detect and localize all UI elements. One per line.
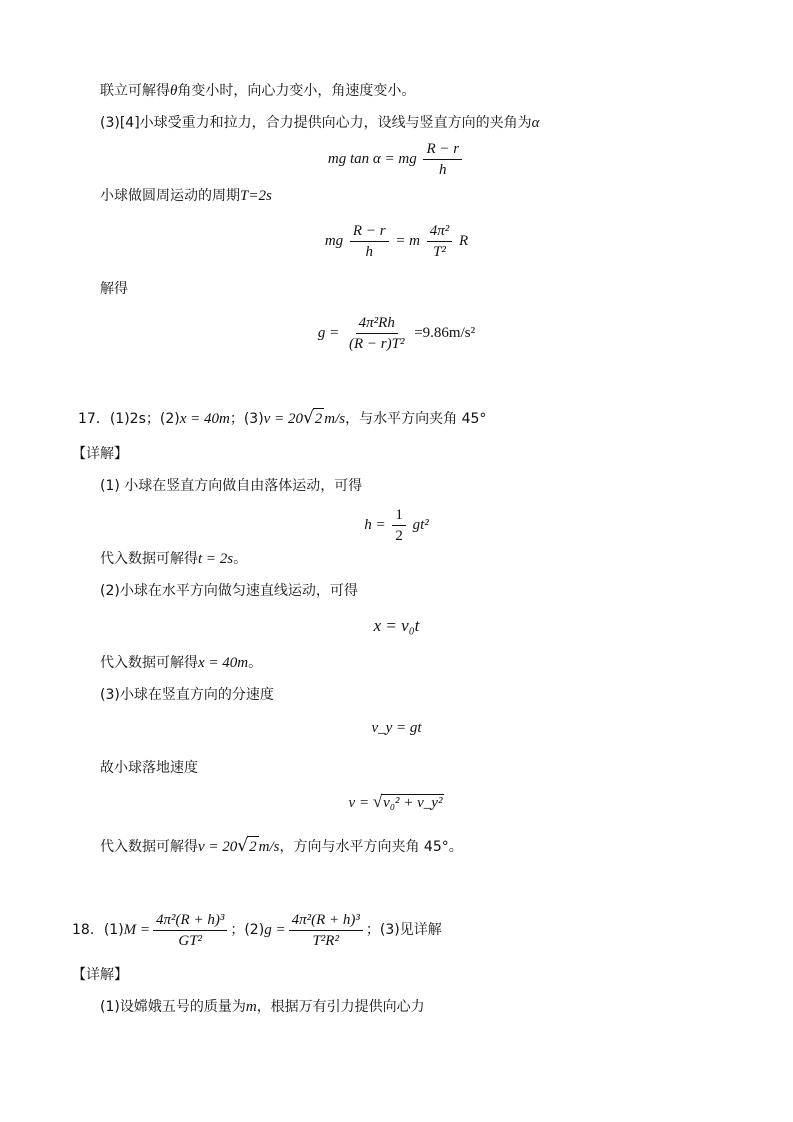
text-segment: (3)[4]小球受重力和拉力，合力提供向心力，设线与竖直方向的夹角为: [100, 115, 532, 131]
sqrt-icon: √: [372, 792, 383, 811]
math-value: v = 20: [263, 411, 303, 427]
text-segment: ，与水平方向夹角 45°: [345, 411, 487, 427]
math-value: x = 40m: [179, 411, 230, 427]
text-line: [100, 186, 272, 206]
text-segment: ，方向与水平方向夹角 45°。: [279, 839, 463, 855]
question-number: 17．: [78, 411, 110, 427]
text-line: [100, 476, 362, 496]
math-value: T=2s: [240, 188, 272, 204]
text-segment: 解得: [100, 281, 128, 297]
fraction-denominator: GT²: [178, 932, 203, 949]
fraction: [153, 911, 227, 950]
answer-line-17: [78, 408, 486, 429]
fraction-denominator: h: [365, 244, 373, 260]
eq-part: mg tan α = mg: [327, 150, 417, 167]
fraction-numerator: 4π²(R + h)³: [153, 911, 227, 931]
fraction-numerator: R − r: [350, 222, 389, 242]
detail-heading: [72, 965, 128, 985]
fraction: [289, 911, 363, 950]
sqrt-content: 2: [313, 408, 325, 429]
text-segment: 联立可解得: [100, 83, 170, 99]
math-symbol: θ: [170, 83, 178, 99]
math-value: v = 20: [198, 839, 238, 855]
math-value: x = 40m: [198, 655, 249, 671]
eq-part: g =: [264, 922, 286, 938]
fraction: [423, 140, 462, 179]
text-segment: (3)小球在竖直方向的分速度: [100, 687, 274, 703]
fraction-numerator: R − r: [423, 140, 462, 160]
text-line: [100, 997, 425, 1017]
text-line: [100, 685, 274, 705]
text-segment: 。: [233, 551, 248, 567]
fraction-numerator: 1: [392, 506, 406, 526]
fraction-denominator: (R − r)T²: [349, 336, 405, 352]
math-symbol: m: [245, 999, 257, 1015]
eq-part: mg: [324, 232, 344, 249]
fraction: [346, 314, 407, 353]
text-line: [100, 758, 198, 778]
sqrt-icon: √: [302, 408, 314, 428]
text-line: [100, 279, 128, 299]
text-segment: ；(3)见详解: [365, 922, 442, 938]
eq-part: h =: [364, 516, 386, 533]
eq-part: v =: [348, 795, 370, 811]
equation-horizontal: [0, 616, 793, 636]
math-unit: m/s: [258, 839, 280, 855]
equation-period: [0, 222, 793, 261]
text-line: [100, 581, 358, 601]
fraction: [350, 222, 389, 261]
text-segment: (1)2s；(2): [109, 411, 180, 427]
text-segment: (2)小球在水平方向做匀速直线运动，可得: [100, 583, 358, 599]
detail-label: 【详解】: [72, 967, 128, 983]
text-segment: (1)设嫦娥五号的质量为: [100, 999, 246, 1015]
fraction-denominator: h: [439, 162, 447, 178]
eq-part: g =: [317, 324, 340, 341]
text-segment: 代入数据可解得: [100, 839, 198, 855]
sqrt-content: 2: [247, 836, 259, 857]
detail-heading: [72, 444, 128, 464]
text-segment: 角变小时，向心力变小，角速度变小。: [177, 83, 416, 99]
text-line: [100, 836, 463, 857]
text-segment: 故小球落地速度: [100, 760, 198, 776]
text-line: [100, 549, 247, 569]
eq-part: = m: [395, 232, 420, 249]
equation-free-fall: [0, 506, 793, 545]
text-line: [100, 81, 415, 101]
text-segment: ；(2): [230, 922, 265, 938]
fraction: [427, 222, 453, 261]
text-line: [100, 113, 540, 133]
text-line: [100, 653, 262, 673]
fraction: [392, 506, 406, 545]
fraction-numerator: 4π²(R + h)³: [289, 911, 363, 931]
equation-vy: [0, 720, 793, 737]
fraction-denominator: T²R²: [312, 932, 339, 949]
text-segment: (1) 小球在竖直方向做自由落体运动，可得: [100, 478, 363, 494]
text-segment: ；(3): [229, 411, 264, 427]
eq-part: gt²: [412, 516, 429, 533]
detail-label: 【详解】: [72, 446, 128, 462]
eq-part: R: [459, 232, 469, 249]
eq-part: =9.86m/s²: [414, 324, 476, 341]
answer-line-18: [72, 910, 442, 950]
math-value: t = 2s: [198, 551, 234, 567]
text-segment: 代入数据可解得: [100, 655, 198, 671]
fraction-denominator: T²: [433, 244, 446, 260]
sqrt-content: v₀² + v_y²: [383, 795, 443, 811]
fraction-denominator: 2: [395, 528, 403, 544]
text-segment: (1): [103, 922, 124, 938]
question-number: 18．: [72, 922, 104, 938]
equation-v: [0, 792, 793, 812]
text-segment: 代入数据可解得: [100, 551, 198, 567]
math-unit: m/s: [324, 411, 346, 427]
fraction-numerator: 4π²Rh: [356, 314, 398, 334]
equation-tan: [0, 140, 793, 179]
eq-part: x = v₀t: [373, 616, 420, 635]
text-segment: 。: [248, 655, 263, 671]
equation-g-result: [0, 314, 793, 353]
math-symbol: α: [531, 115, 540, 131]
text-segment: 小球做圆周运动的周期: [100, 188, 240, 204]
eq-part: v_y = gt: [371, 720, 422, 736]
text-segment: ，根据万有引力提供向心力: [256, 999, 425, 1015]
sqrt-icon: √: [237, 836, 249, 856]
eq-part: M =: [123, 922, 151, 938]
fraction-numerator: 4π²: [427, 222, 453, 242]
